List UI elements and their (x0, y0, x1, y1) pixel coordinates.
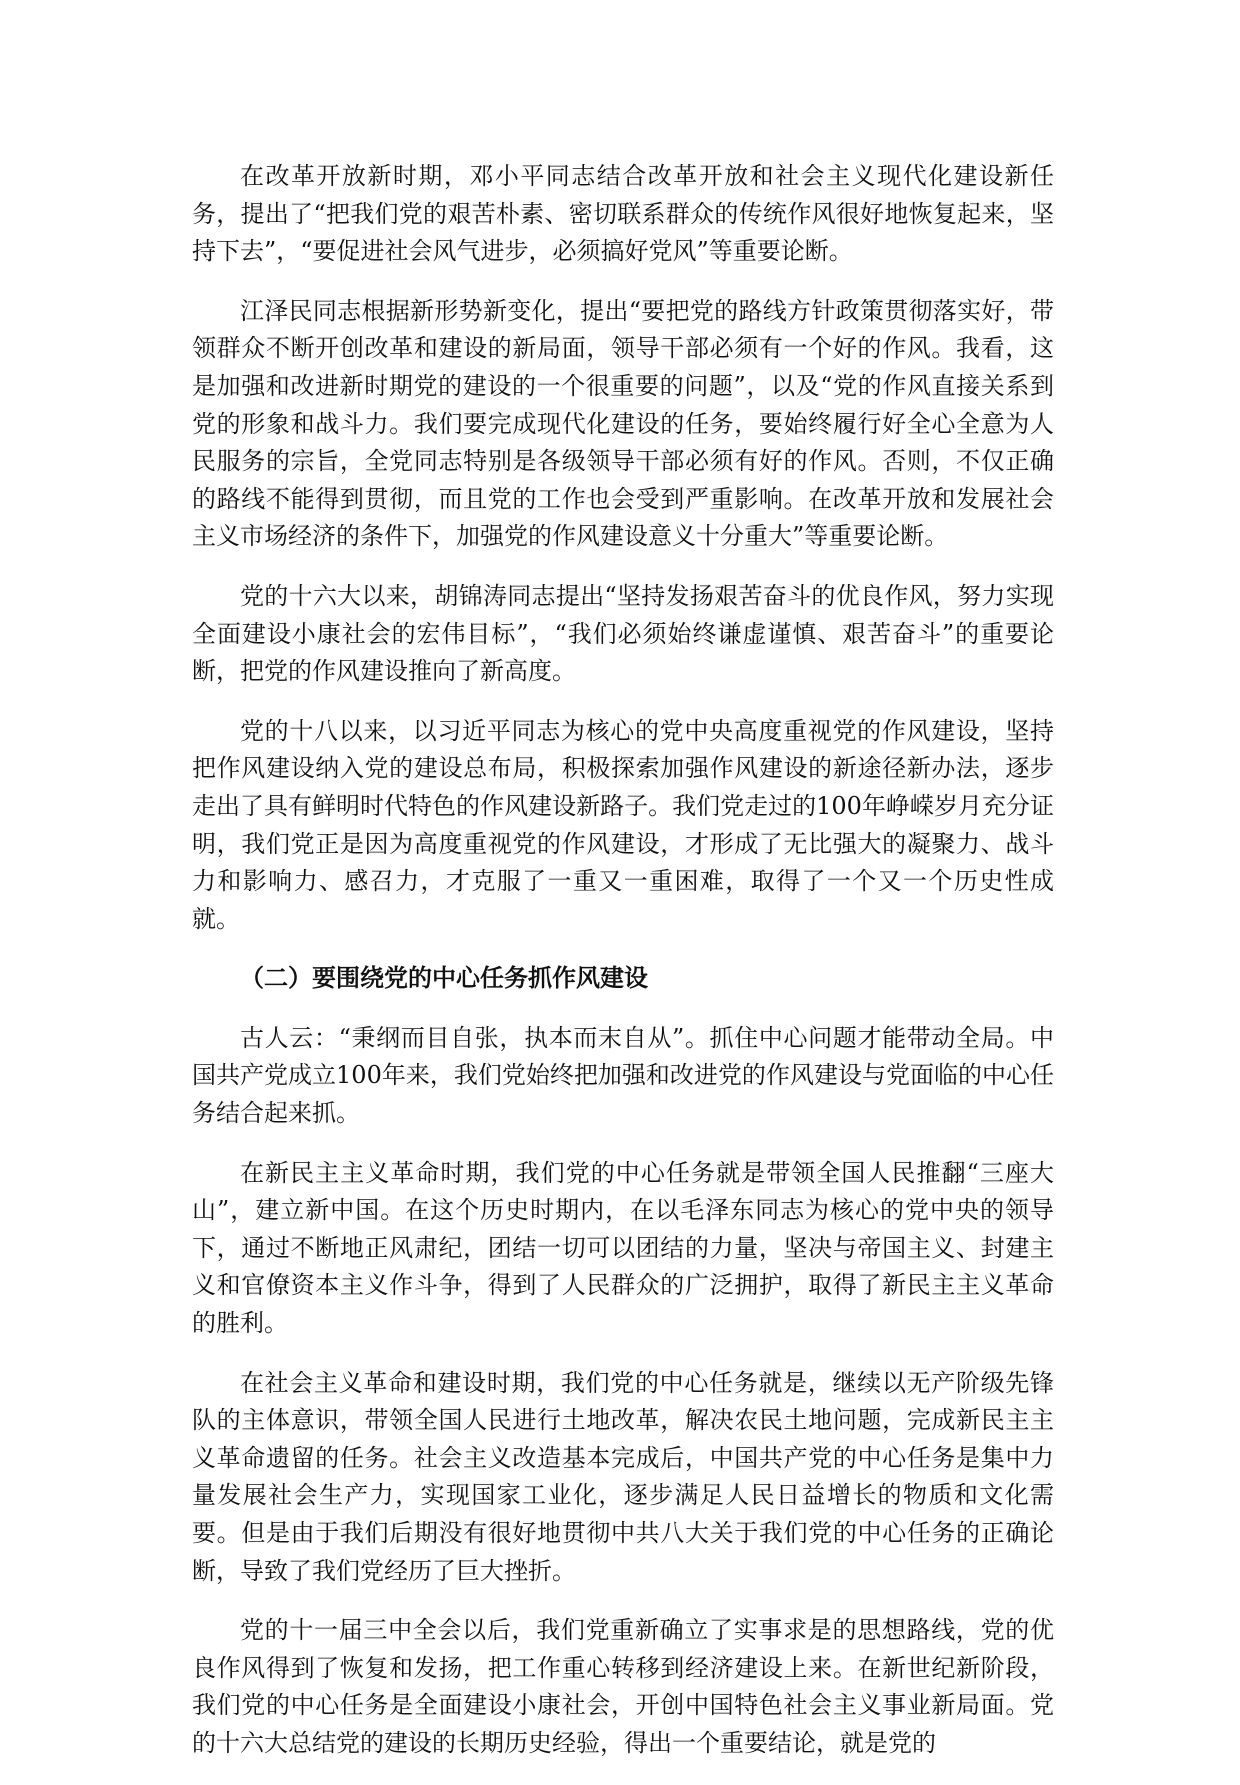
section-heading: （二）要围绕党的中心任务抓作风建设 (240, 964, 648, 993)
paragraph-xi-jinping: 党的十八以来，以习近平同志为核心的党中央高度重视党的作风建设，坚持把作风建设纳入党的建设总布局，积极探索加强作风建设的新途径新办法，逐步走出了具有鲜明时代特色的作风建设新路子。我们党走过的100年峥嵘岁月充分证明，我们党正是因为高度重视党的作风建设，才形成了无比强大的凝聚力、战斗力和影响力、感召力，才克服了一重又一重困难，取得了一个又一个历史性成就。 (192, 716, 1054, 933)
document-page (192, 158, 1054, 1785)
paragraph-hu-jintao: 党的十六大以来，胡锦涛同志提出“坚持发扬艰苦奋斗的优良作风，努力实现全面建设小康社会的宏伟目标”，“我们必须始终谦虚谨慎、艰苦奋斗”的重要论断，把党的作风建设推向了新高度。 (192, 581, 1054, 686)
paragraph-deng-xiaoping: 在改革开放新时期，邓小平同志结合改革开放和社会主义现代化建设新任务，提出了“把我们党的艰苦朴素、密切联系群众的传统作风很好地恢复起来，坚持下去”，“要促进社会风气进步，必须搞好党风”等重要论断。 (192, 162, 1054, 266)
paragraph-jiang-zemin: 江泽民同志根据新形势新变化，提出“要把党的路线方针政策贯彻落实好，带领群众不断开创改革和建设的新局面，领导干部必须有一个好的作风。我看，这是加强和改进新时期党的建设的一个很重要的问题”，以及“党的作风直接关系到党的形象和战斗力。我们要完成现代化建设的任务，要始终履行好全心全意为人民服务的宗旨，全党同志特别是各级领导干部必须有好的作风。否则，不仅正确的路线不能得到贯彻，而且党的工作也会受到严重影响。在改革开放和发展社会主义市场经济的条件下，加强党的作风建设意义十分重大”等重要论断。 (192, 296, 1054, 551)
paragraph-ancient-saying: 古人云：“秉纲而目自张，执本而末自从”。抓住中心问题才能带动全局。中国共产党成立100年来，我们党始终把加强和改进党的作风建设与党面临的中心任务结合起来抓。 (192, 1023, 1054, 1128)
paragraph-socialist-revolution: 在社会主义革命和建设时期，我们党的中心任务就是，继续以无产阶级先锋队的主体意识，带领全国人民进行土地改革，解决农民土地问题，完成新民主主义革命遗留的任务。社会主义改造基本完成后，中国共产党的中心任务是集中力量发展社会生产力，实现国家工业化，逐步满足人民日益增长的物质和文化需要。但是由于我们后期没有很好地贯彻中共八大关于我们党的中心任务的正确论断，导致了我们党经历了巨大挫折。 (192, 1368, 1054, 1585)
paragraph-third-plenum: 党的十一届三中全会以后，我们党重新确立了实事求是的思想路线，党的优良作风得到了恢复和发扬，把工作重心转移到经济建设上来。在新世纪新阶段，我们党的中心任务是全面建设小康社会，开创中国特色社会主义事业新局面。党的十六大总结党的建设的长期历史经验，得出一个重要结论，就是党的 (192, 1616, 1054, 1757)
paragraph-new-democratic-revolution: 在新民主主义革命时期，我们党的中心任务就是带领全国人民推翻“三座大山”，建立新中国。在这个历史时期内，在以毛泽东同志为核心的党中央的领导下，通过不断地正风肃纪，团结一切可以团结的力量，坚决与帝国主义、封建主义和官僚资本主义作斗争，得到了人民群众的广泛拥护，取得了新民主主义革命的胜利。 (192, 1158, 1054, 1338)
